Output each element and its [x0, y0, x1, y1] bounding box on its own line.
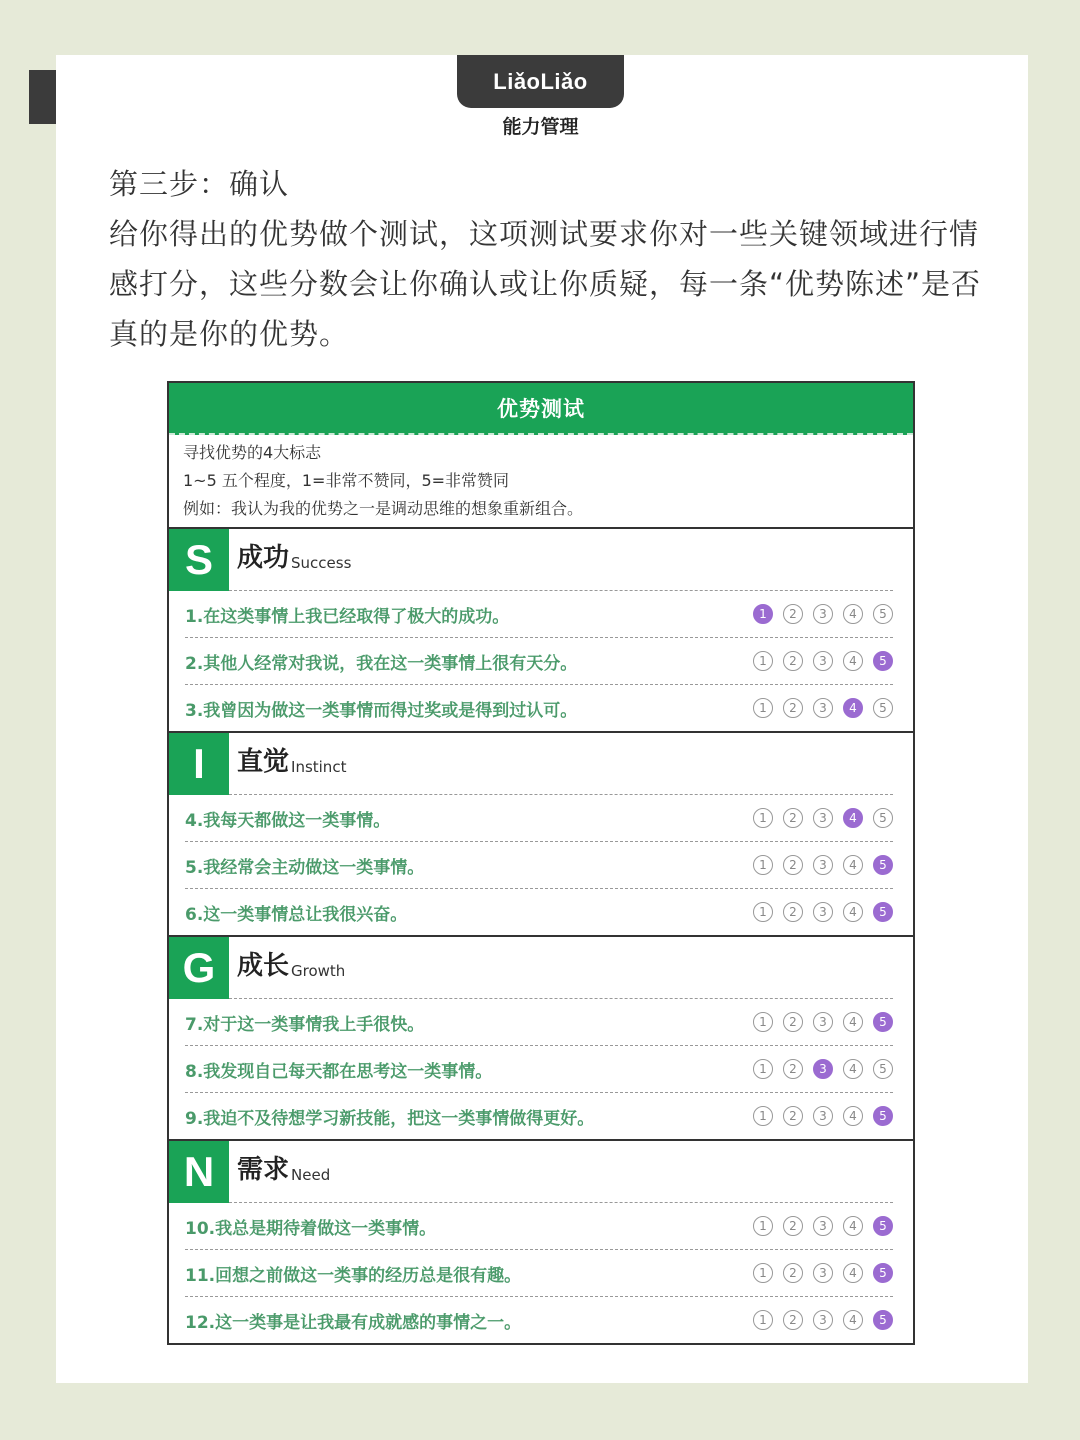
- rating-option-4[interactable]: 4: [843, 902, 863, 922]
- rating-option-2[interactable]: 2: [783, 698, 803, 718]
- rating-option-1[interactable]: 1: [753, 604, 773, 624]
- rating-option-1[interactable]: 1: [753, 698, 773, 718]
- rating-option-2[interactable]: 2: [783, 1012, 803, 1032]
- item-statement: 10.我总是期待着做这一类事情。: [185, 1218, 437, 1239]
- rating-option-4[interactable]: 4: [843, 855, 863, 875]
- section-title: [229, 1141, 893, 1203]
- note-line: 例如：我认为我的优势之一是调动思维的想象重新组合。: [183, 499, 584, 518]
- note-line: 1~5 五个程度，1=非常不赞同，5=非常赞同: [183, 471, 510, 490]
- item-list: [169, 795, 913, 935]
- rating-option-3[interactable]: 3: [813, 651, 833, 671]
- section-g: [169, 937, 913, 1141]
- rating-option-2[interactable]: 2: [783, 1106, 803, 1126]
- rating-scale: [753, 698, 893, 718]
- rating-option-2[interactable]: 2: [783, 1216, 803, 1236]
- section-title-cn: 成功: [237, 543, 290, 573]
- test-item: [185, 795, 893, 842]
- rating-option-3[interactable]: 3: [813, 604, 833, 624]
- intro-text: [109, 159, 989, 359]
- rating-option-1[interactable]: 1: [753, 1012, 773, 1032]
- test-item: [185, 638, 893, 685]
- section-header: [169, 937, 913, 999]
- test-sections: [169, 529, 913, 1343]
- rating-option-2[interactable]: 2: [783, 1310, 803, 1330]
- test-notes: [169, 435, 913, 529]
- test-item: [185, 591, 893, 638]
- rating-option-3[interactable]: 3: [813, 1106, 833, 1126]
- section-title-cn: 直觉: [237, 747, 290, 777]
- note-line: 寻找优势的4大标志: [183, 443, 322, 462]
- item-list: [169, 1203, 913, 1343]
- rating-option-4[interactable]: 4: [843, 808, 863, 828]
- rating-scale: [753, 1012, 893, 1032]
- rating-scale: [753, 808, 893, 828]
- section-title-en: Growth: [291, 962, 346, 980]
- rating-option-3[interactable]: 3: [813, 855, 833, 875]
- rating-option-5[interactable]: 5: [873, 1106, 893, 1126]
- test-item: [185, 1046, 893, 1093]
- section-title-en: Instinct: [291, 758, 347, 776]
- section-n: [169, 1141, 913, 1343]
- item-statement: 8.我发现自己每天都在思考这一类事情。: [185, 1061, 493, 1082]
- rating-option-5[interactable]: 5: [873, 1012, 893, 1032]
- rating-option-1[interactable]: 1: [753, 1310, 773, 1330]
- rating-option-5[interactable]: 5: [873, 808, 893, 828]
- section-i: [169, 733, 913, 937]
- rating-option-4[interactable]: 4: [843, 698, 863, 718]
- rating-option-5[interactable]: 5: [873, 698, 893, 718]
- section-title: [229, 529, 893, 591]
- section-title: [229, 937, 893, 999]
- rating-option-4[interactable]: 4: [843, 1263, 863, 1283]
- test-title: 优势测试: [169, 383, 913, 435]
- rating-option-2[interactable]: 2: [783, 902, 803, 922]
- rating-option-5[interactable]: 5: [873, 855, 893, 875]
- item-statement: 2.其他人经常对我说，我在这一类事情上很有天分。: [185, 653, 578, 674]
- rating-scale: [753, 855, 893, 875]
- rating-option-5[interactable]: 5: [873, 1263, 893, 1283]
- test-item: [185, 685, 893, 731]
- test-item: [185, 889, 893, 935]
- rating-option-1[interactable]: 1: [753, 808, 773, 828]
- section-s: [169, 529, 913, 733]
- rating-option-4[interactable]: 4: [843, 1216, 863, 1236]
- section-title-en: Need: [291, 1166, 331, 1184]
- rating-scale: [753, 1263, 893, 1283]
- rating-option-1[interactable]: 1: [753, 902, 773, 922]
- rating-option-1[interactable]: 1: [753, 855, 773, 875]
- rating-option-5[interactable]: 5: [873, 902, 893, 922]
- section-letter: N: [169, 1141, 229, 1203]
- rating-option-1[interactable]: 1: [753, 651, 773, 671]
- rating-option-5[interactable]: 5: [873, 1059, 893, 1079]
- item-statement: 12.这一类事是让我最有成就感的事情之一。: [185, 1312, 522, 1333]
- page-card: [56, 55, 1028, 1383]
- rating-option-1[interactable]: 1: [753, 1106, 773, 1126]
- rating-option-2[interactable]: 2: [783, 1263, 803, 1283]
- rating-option-1[interactable]: 1: [753, 1216, 773, 1236]
- section-title-en: Success: [291, 554, 352, 572]
- rating-option-3[interactable]: 3: [813, 808, 833, 828]
- rating-scale: [753, 1310, 893, 1330]
- test-item: [185, 1250, 893, 1297]
- section-letter: S: [169, 529, 229, 591]
- item-statement: 7.对于这一类事情我上手很快。: [185, 1014, 425, 1035]
- rating-scale: [753, 1059, 893, 1079]
- rating-option-3[interactable]: 3: [813, 1012, 833, 1032]
- rating-option-1[interactable]: 1: [753, 1059, 773, 1079]
- rating-option-4[interactable]: 4: [843, 1310, 863, 1330]
- item-statement: 1.在这类事情上我已经取得了极大的成功。: [185, 606, 510, 627]
- rating-option-4[interactable]: 4: [843, 1059, 863, 1079]
- item-statement: 11.回想之前做这一类事的经历总是很有趣。: [185, 1265, 522, 1286]
- section-title: [229, 733, 893, 795]
- item-statement: 5.我经常会主动做这一类事情。: [185, 857, 425, 878]
- rating-option-1[interactable]: 1: [753, 1263, 773, 1283]
- section-header: [169, 1141, 913, 1203]
- logo-text: LiǎoLiǎo: [493, 68, 588, 94]
- rating-option-4[interactable]: 4: [843, 604, 863, 624]
- strength-test-table: [167, 381, 915, 1345]
- rating-option-3[interactable]: 3: [813, 1263, 833, 1283]
- rating-option-4[interactable]: 4: [843, 1106, 863, 1126]
- rating-option-2[interactable]: 2: [783, 604, 803, 624]
- section-header: [169, 733, 913, 795]
- section-title-cn: 成长: [237, 951, 290, 981]
- rating-option-3[interactable]: 3: [813, 1310, 833, 1330]
- test-item: [185, 1093, 893, 1139]
- test-item: [185, 842, 893, 889]
- item-statement: 3.我曾因为做这一类事情而得过奖或是得到过认可。: [185, 700, 578, 721]
- brand-logo: [457, 55, 624, 108]
- brand-subtitle: 能力管理: [502, 116, 579, 138]
- item-statement: 6.这一类事情总让我很兴奋。: [185, 904, 408, 925]
- rating-option-3[interactable]: 3: [813, 698, 833, 718]
- intro-body: 给你得出的优势做个测试，这项测试要求你对一些关键领域进行情感打分，这些分数会让你确认或让你质疑，每一条“优势陈述”是否真的是你的优势。: [109, 217, 982, 351]
- rating-option-3[interactable]: 3: [813, 1059, 833, 1079]
- test-item: [185, 999, 893, 1046]
- item-list: [169, 591, 913, 731]
- item-statement: 9.我迫不及待想学习新技能，把这一类事情做得更好。: [185, 1108, 595, 1129]
- rating-scale: [753, 1216, 893, 1236]
- section-letter: I: [169, 733, 229, 795]
- section-title-cn: 需求: [237, 1155, 290, 1185]
- section-header: [169, 529, 913, 591]
- rating-option-2[interactable]: 2: [783, 1059, 803, 1079]
- rating-option-2[interactable]: 2: [783, 808, 803, 828]
- rating-option-5[interactable]: 5: [873, 651, 893, 671]
- item-list: [169, 999, 913, 1139]
- test-item: [185, 1297, 893, 1343]
- rating-option-4[interactable]: 4: [843, 1012, 863, 1032]
- rating-option-5[interactable]: 5: [873, 604, 893, 624]
- rating-scale: [753, 604, 893, 624]
- rating-option-2[interactable]: 2: [783, 855, 803, 875]
- rating-option-3[interactable]: 3: [813, 902, 833, 922]
- side-tab-marker: [29, 70, 56, 124]
- rating-option-2[interactable]: 2: [783, 651, 803, 671]
- rating-option-5[interactable]: 5: [873, 1216, 893, 1236]
- rating-scale: [753, 902, 893, 922]
- section-letter: G: [169, 937, 229, 999]
- rating-option-5[interactable]: 5: [873, 1310, 893, 1330]
- rating-scale: [753, 651, 893, 671]
- rating-option-4[interactable]: 4: [843, 651, 863, 671]
- test-item: [185, 1203, 893, 1250]
- step-title: 第三步：确认: [109, 167, 290, 201]
- item-statement: 4.我每天都做这一类事情。: [185, 810, 391, 831]
- rating-scale: [753, 1106, 893, 1126]
- rating-option-3[interactable]: 3: [813, 1216, 833, 1236]
